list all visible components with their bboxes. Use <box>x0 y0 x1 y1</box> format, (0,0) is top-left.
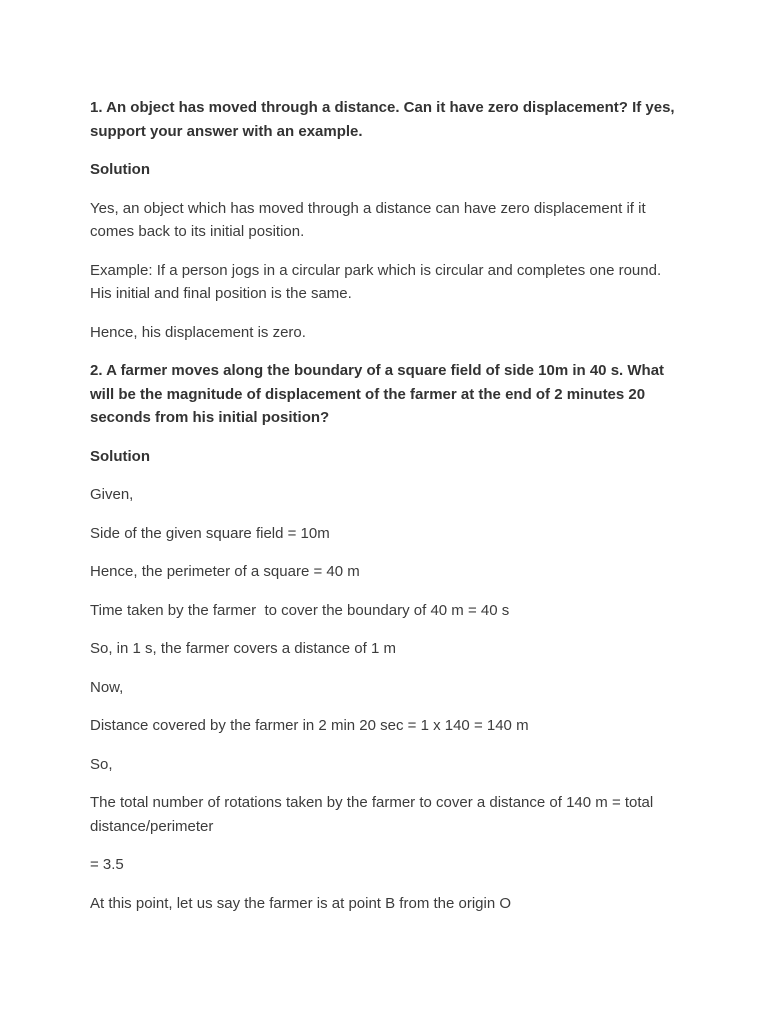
solution-heading-2: Solution <box>90 447 150 465</box>
answer-paragraph: Yes, an object which has moved through a distance can have zero displacement if it comes back to its initial position. <box>90 199 646 240</box>
solution-heading-1: Solution <box>90 161 150 178</box>
per-second-line: So, in 1 s, the farmer covers a distance of 1 m <box>90 640 396 657</box>
time-line: Time taken by the farmer to cover the boundary of 40 m = 40 s <box>90 601 510 619</box>
document-page <box>90 96 680 930</box>
so-line: So, <box>90 755 113 773</box>
perimeter-line: Hence, the perimeter of a square = 40 m <box>90 563 360 580</box>
given-line: Given, <box>90 486 134 503</box>
now-line: Now, <box>90 678 124 696</box>
point-b-line: At this point, let us say the farmer is at point B from the origin O <box>90 894 512 912</box>
question-1: 1. An object has moved through a distance. Can it have zero displacement? If yes, support your answer with an example. <box>90 99 675 140</box>
side-line: Side of the given square field = 10m <box>90 524 330 542</box>
conclusion-paragraph: Hence, his displacement is zero. <box>90 323 306 341</box>
rotations-line: The total number of rotations taken by the farmer to cover a distance of 140 m = total distance/perimeter <box>90 794 654 835</box>
example-paragraph: Example: If a person jogs in a circular park which is circular and completes one round. His initial and final position is the same. <box>90 261 662 302</box>
distance-line: Distance covered by the farmer in 2 min 20 sec = 1 x 140 = 140 m <box>90 717 529 734</box>
result-line: = 3.5 <box>90 856 124 873</box>
question-2: 2. A farmer moves along the boundary of a square field of side 10m in 40 s. What will be the magnitude of displacement of the farmer at the end of 2 minutes 20 seconds from his initial position? <box>90 362 665 426</box>
